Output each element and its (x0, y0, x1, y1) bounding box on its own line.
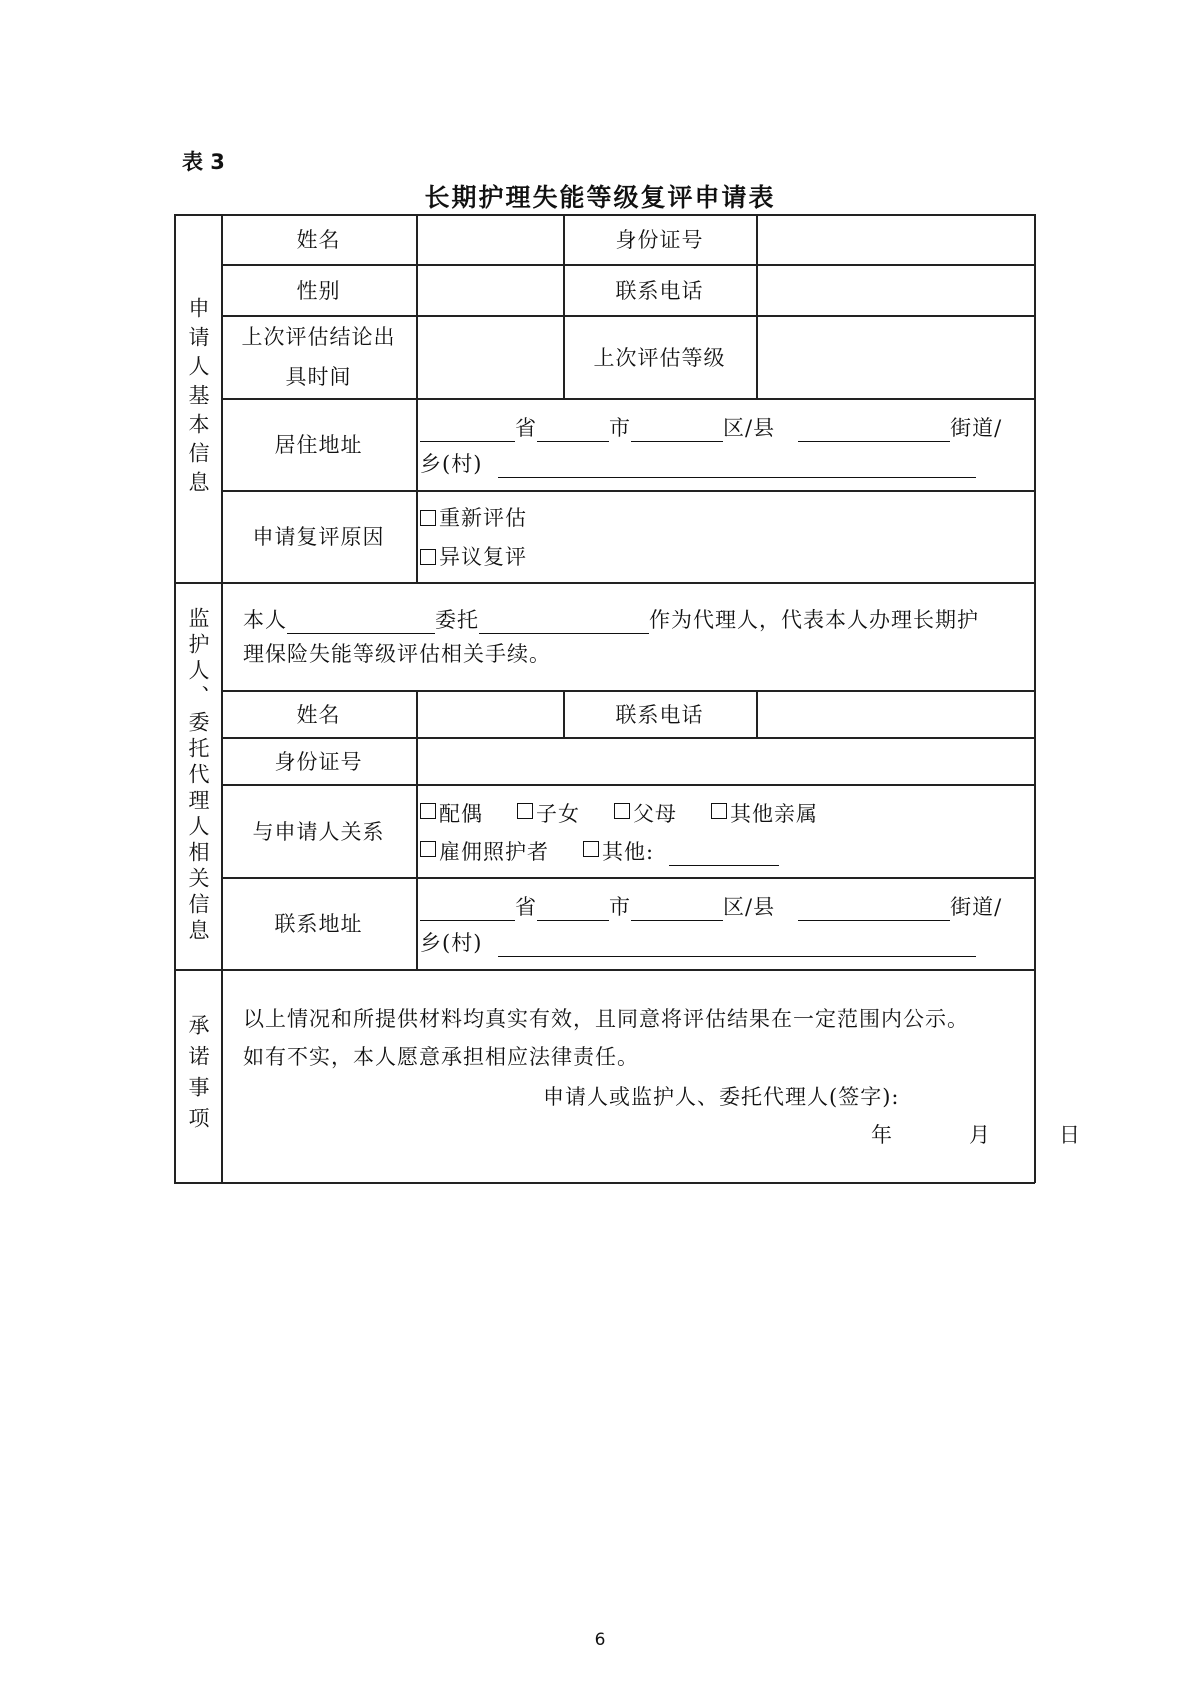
date-month[interactable]: 月 (969, 1123, 991, 1147)
reason-label: 申请复评原因 (252, 525, 385, 549)
group-label-promise: 承诺事项 (186, 1013, 210, 1138)
agent-phone-field[interactable] (756, 690, 1034, 737)
date-day[interactable]: 日 (1059, 1123, 1081, 1147)
agent-phone-label: 联系电话 (615, 702, 704, 727)
principal-name-blank[interactable] (287, 611, 435, 634)
agent-id-label: 身份证号 (274, 749, 363, 774)
last-eval-level-label: 上次评估等级 (593, 345, 726, 370)
applicant-phone-field[interactable] (756, 264, 1034, 315)
applicant-id-label: 身份证号 (615, 228, 704, 252)
applicant-name-field[interactable] (416, 214, 563, 264)
application-form (174, 214, 1081, 1183)
checkbox-icon (420, 803, 436, 819)
reason-option-reeval[interactable]: 重新评估 (420, 502, 527, 532)
promise-block (221, 969, 1081, 1182)
reason-options (416, 490, 1034, 582)
relation-option-caregiver[interactable]: 雇佣照护者 (420, 836, 549, 866)
applicant-id-field[interactable] (756, 214, 1034, 264)
last-eval-level-field[interactable] (756, 315, 1034, 398)
promise-text-2: 如有不实，本人愿意承担相应法律责任。 (243, 1045, 639, 1069)
applicant-name-label: 姓名 (296, 228, 341, 252)
applicant-gender-field[interactable] (416, 264, 563, 315)
relation-options (416, 784, 1034, 877)
applicant-gender-label: 性别 (296, 278, 341, 303)
relation-option-parent[interactable]: 父母 (614, 798, 677, 828)
residence-address-field[interactable]: 省 市 区/县 街道/ 乡(村) (420, 416, 1003, 476)
signature-label[interactable]: 申请人或监护人、委托代理人(签字): (543, 1085, 900, 1109)
agent-name-field[interactable] (416, 690, 563, 737)
residence-address-label: 居住地址 (274, 433, 363, 457)
reason-option-objection[interactable]: 异议复评 (420, 541, 527, 571)
agent-statement: 本人 委托 作为代理人，代表本人办理长期护 理保险失能等级评估相关手续。 (243, 608, 979, 666)
agent-name-blank[interactable] (479, 611, 649, 634)
agent-id-field[interactable] (416, 737, 1034, 784)
relation-option-other[interactable]: 其他: (583, 836, 654, 866)
last-eval-time-label: 上次评估结论出 具时间 (241, 324, 396, 389)
applicant-phone-label: 联系电话 (615, 278, 704, 303)
checkbox-icon (583, 841, 599, 857)
relation-option-child[interactable]: 子女 (517, 798, 580, 828)
group-label-agent: 监护人、委托代理人相关信息 (186, 606, 210, 945)
relation-label: 与申请人关系 (252, 819, 385, 844)
checkbox-icon (420, 510, 436, 526)
checkbox-icon (517, 803, 533, 819)
checkbox-icon (614, 803, 630, 819)
relation-option-other-relative[interactable]: 其他亲属 (711, 798, 818, 828)
last-eval-time-field[interactable] (416, 315, 563, 398)
contact-address-field[interactable]: 省 市 区/县 街道/ 乡(村) (420, 895, 1003, 955)
checkbox-icon (711, 803, 727, 819)
table-label: 表 3 (182, 150, 225, 174)
relation-option-spouse[interactable]: 配偶 (420, 798, 483, 828)
promise-text-1: 以上情况和所提供材料均真实有效，且同意将评估结果在一定范围内公示。 (243, 1007, 969, 1031)
checkbox-icon (420, 841, 436, 857)
date-year[interactable]: 年 (871, 1123, 893, 1147)
relation-other-blank[interactable] (669, 843, 779, 866)
agent-name-label: 姓名 (296, 702, 341, 727)
page-number: 6 (594, 1630, 606, 1650)
contact-address-label: 联系地址 (274, 912, 363, 936)
form-title: 长期护理失能等级复评申请表 (424, 183, 776, 212)
checkbox-icon (420, 549, 436, 565)
group-label-applicant: 申请人基本信息 (186, 296, 210, 500)
